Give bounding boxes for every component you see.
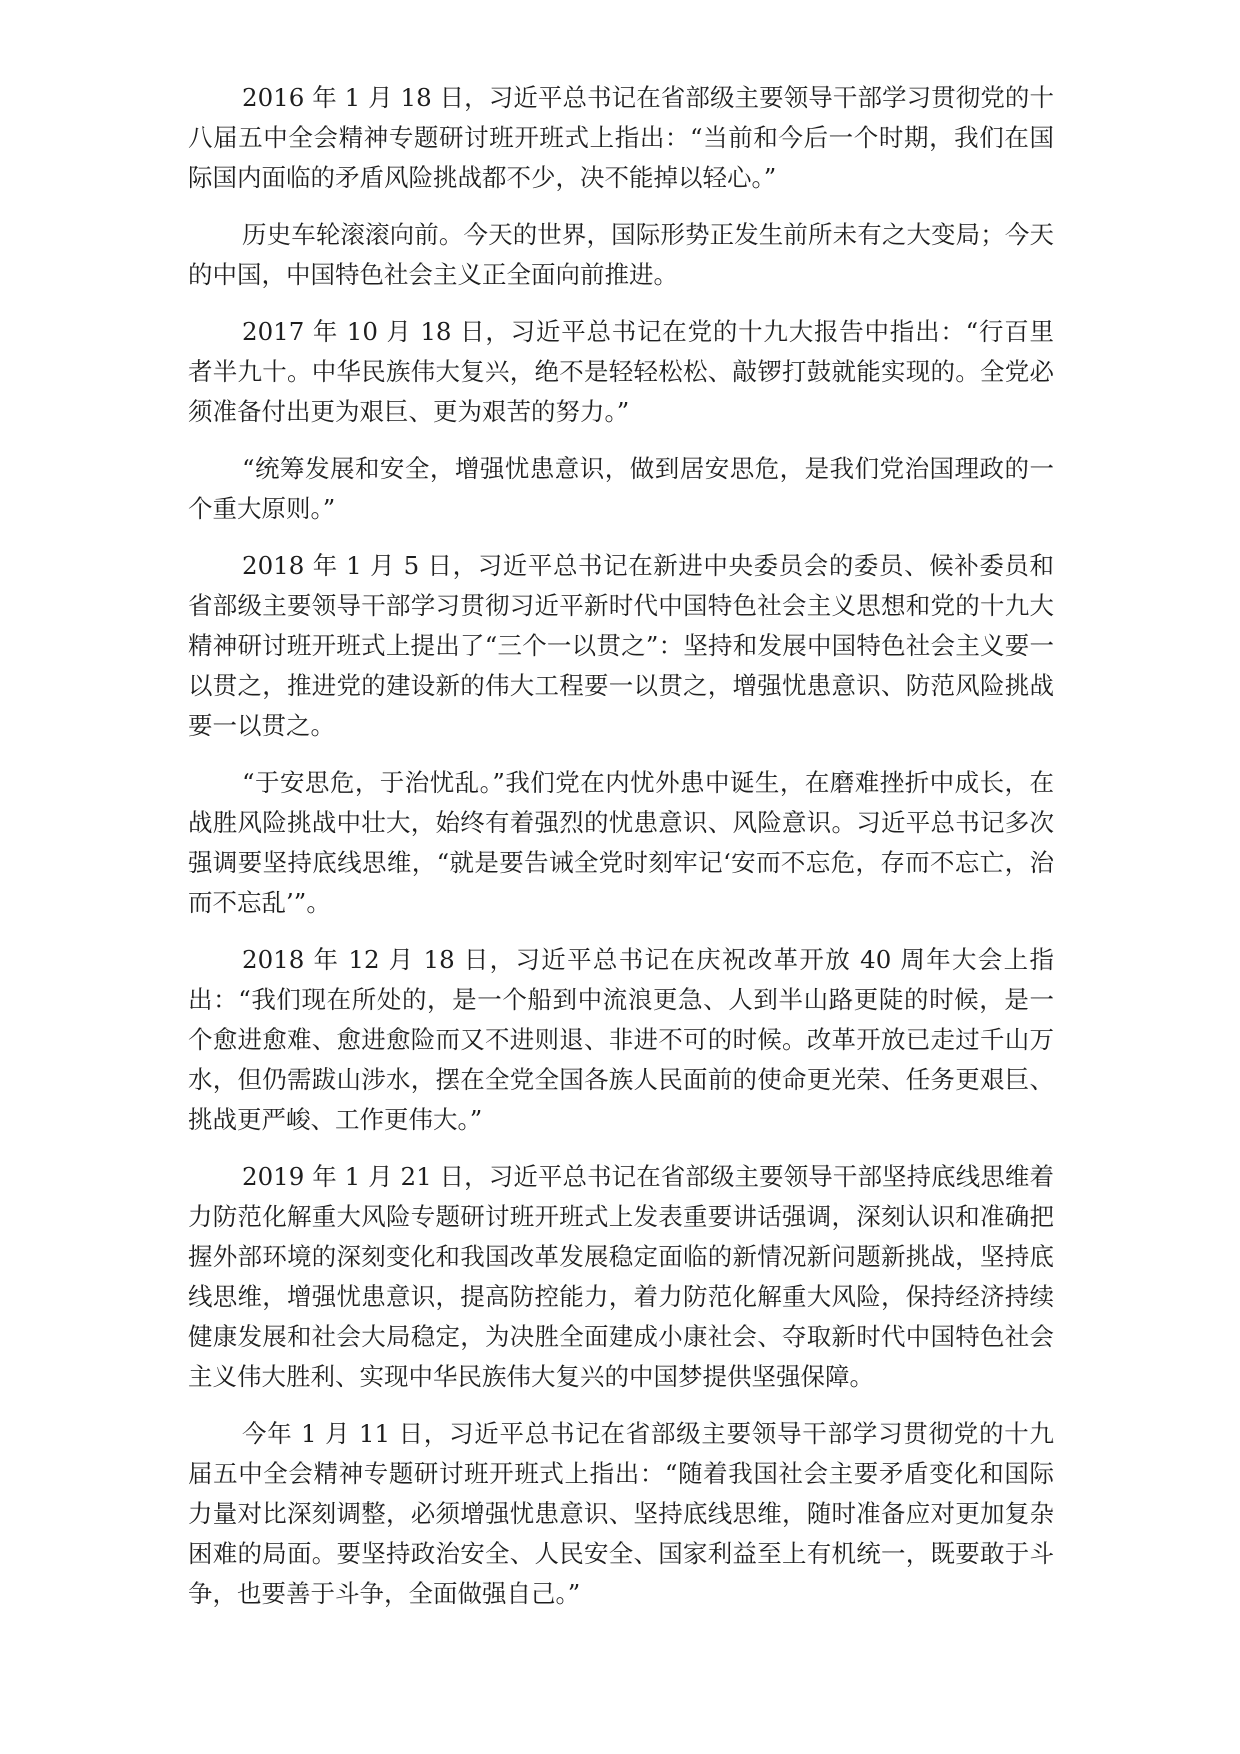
paragraph: “统筹发展和安全，增强忧患意识，做到居安思危，是我们党治国理政的一个重大原则。” (188, 454, 1054, 523)
paragraph: 今年 1 月 11 日，习近平总书记在省部级主要领导干部学习贯彻党的十九届五中全会精神专题研讨班开班式上指出：“随着我国社会主要矛盾变化和国际力量对比深刻调整，必须增强忧患意识、坚持底线思维，随时准备应对更加复杂困难的局面。要坚持政治安全、人民安全、国家利益至上有机统一，既要敢于斗争，也要善于斗争，全面做强自己。” (188, 1419, 1054, 1608)
paragraph: “于安思危，于治忧乱。”我们党在内忧外患中诞生，在磨难挫折中成长，在战胜风险挑战中壮大，始终有着强烈的忧患意识、风险意识。习近平总书记多次强调要坚持底线思维，“就是要告诫全党时刻牢记‘安而不忘危，存而不忘亡，治而不忘乱’”。 (188, 768, 1054, 917)
paragraph: 历史车轮滚滚向前。今天的世界，国际形势正发生前所未有之大变局；今天的中国，中国特色社会主义正全面向前推进。 (188, 220, 1054, 289)
paragraph: 2018 年 1 月 5 日，习近平总书记在新进中央委员会的委员、候补委员和省部级主要领导干部学习贯彻习近平新时代中国特色社会主义思想和党的十九大精神研讨班开班式上提出了“三个一以贯之”：坚持和发展中国特色社会主义要一以贯之，推进党的建设新的伟大工程要一以贯之，增强忧患意识、防范风险挑战要一以贯之。 (188, 551, 1054, 740)
paragraph: 2019 年 1 月 21 日，习近平总书记在省部级主要领导干部坚持底线思维着力防范化解重大风险专题研讨班开班式上发表重要讲话强调，深刻认识和准确把握外部环境的深刻变化和我国改革发展稳定面临的新情况新问题新挑战，坚持底线思维，增强忧患意识，提高防控能力，着力防范化解重大风险，保持经济持续健康发展和社会大局稳定，为决胜全面建成小康社会、夺取新时代中国特色社会主义伟大胜利、实现中华民族伟大复兴的中国梦提供坚强保障。 (188, 1162, 1054, 1391)
paragraph: 2016 年 1 月 18 日，习近平总书记在省部级主要领导干部学习贯彻党的十八届五中全会精神专题研讨班开班式上指出：“当前和今后一个时期，我们在国际国内面临的矛盾风险挑战都不少，决不能掉以轻心。” (188, 83, 1054, 192)
paragraph: 2018 年 12 月 18 日，习近平总书记在庆祝改革开放 40 周年大会上指出：“我们现在所处的，是一个船到中流浪更急、人到半山路更陡的时候，是一个愈进愈难、愈进愈险而又不进则退、非进不可的时候。改革开放已走过千山万水，但仍需跋山涉水，摆在全党全国各族人民面前的使命更光荣、任务更艰巨、挑战更严峻、工作更伟大。” (188, 945, 1054, 1134)
paragraph: 2017 年 10 月 18 日，习近平总书记在党的十九大报告中指出：“行百里者半九十。中华民族伟大复兴，绝不是轻轻松松、敲锣打鼓就能实现的。全党必须准备付出更为艰巨、更为艰苦的努力。” (188, 317, 1054, 426)
document-body (188, 78, 1054, 1631)
